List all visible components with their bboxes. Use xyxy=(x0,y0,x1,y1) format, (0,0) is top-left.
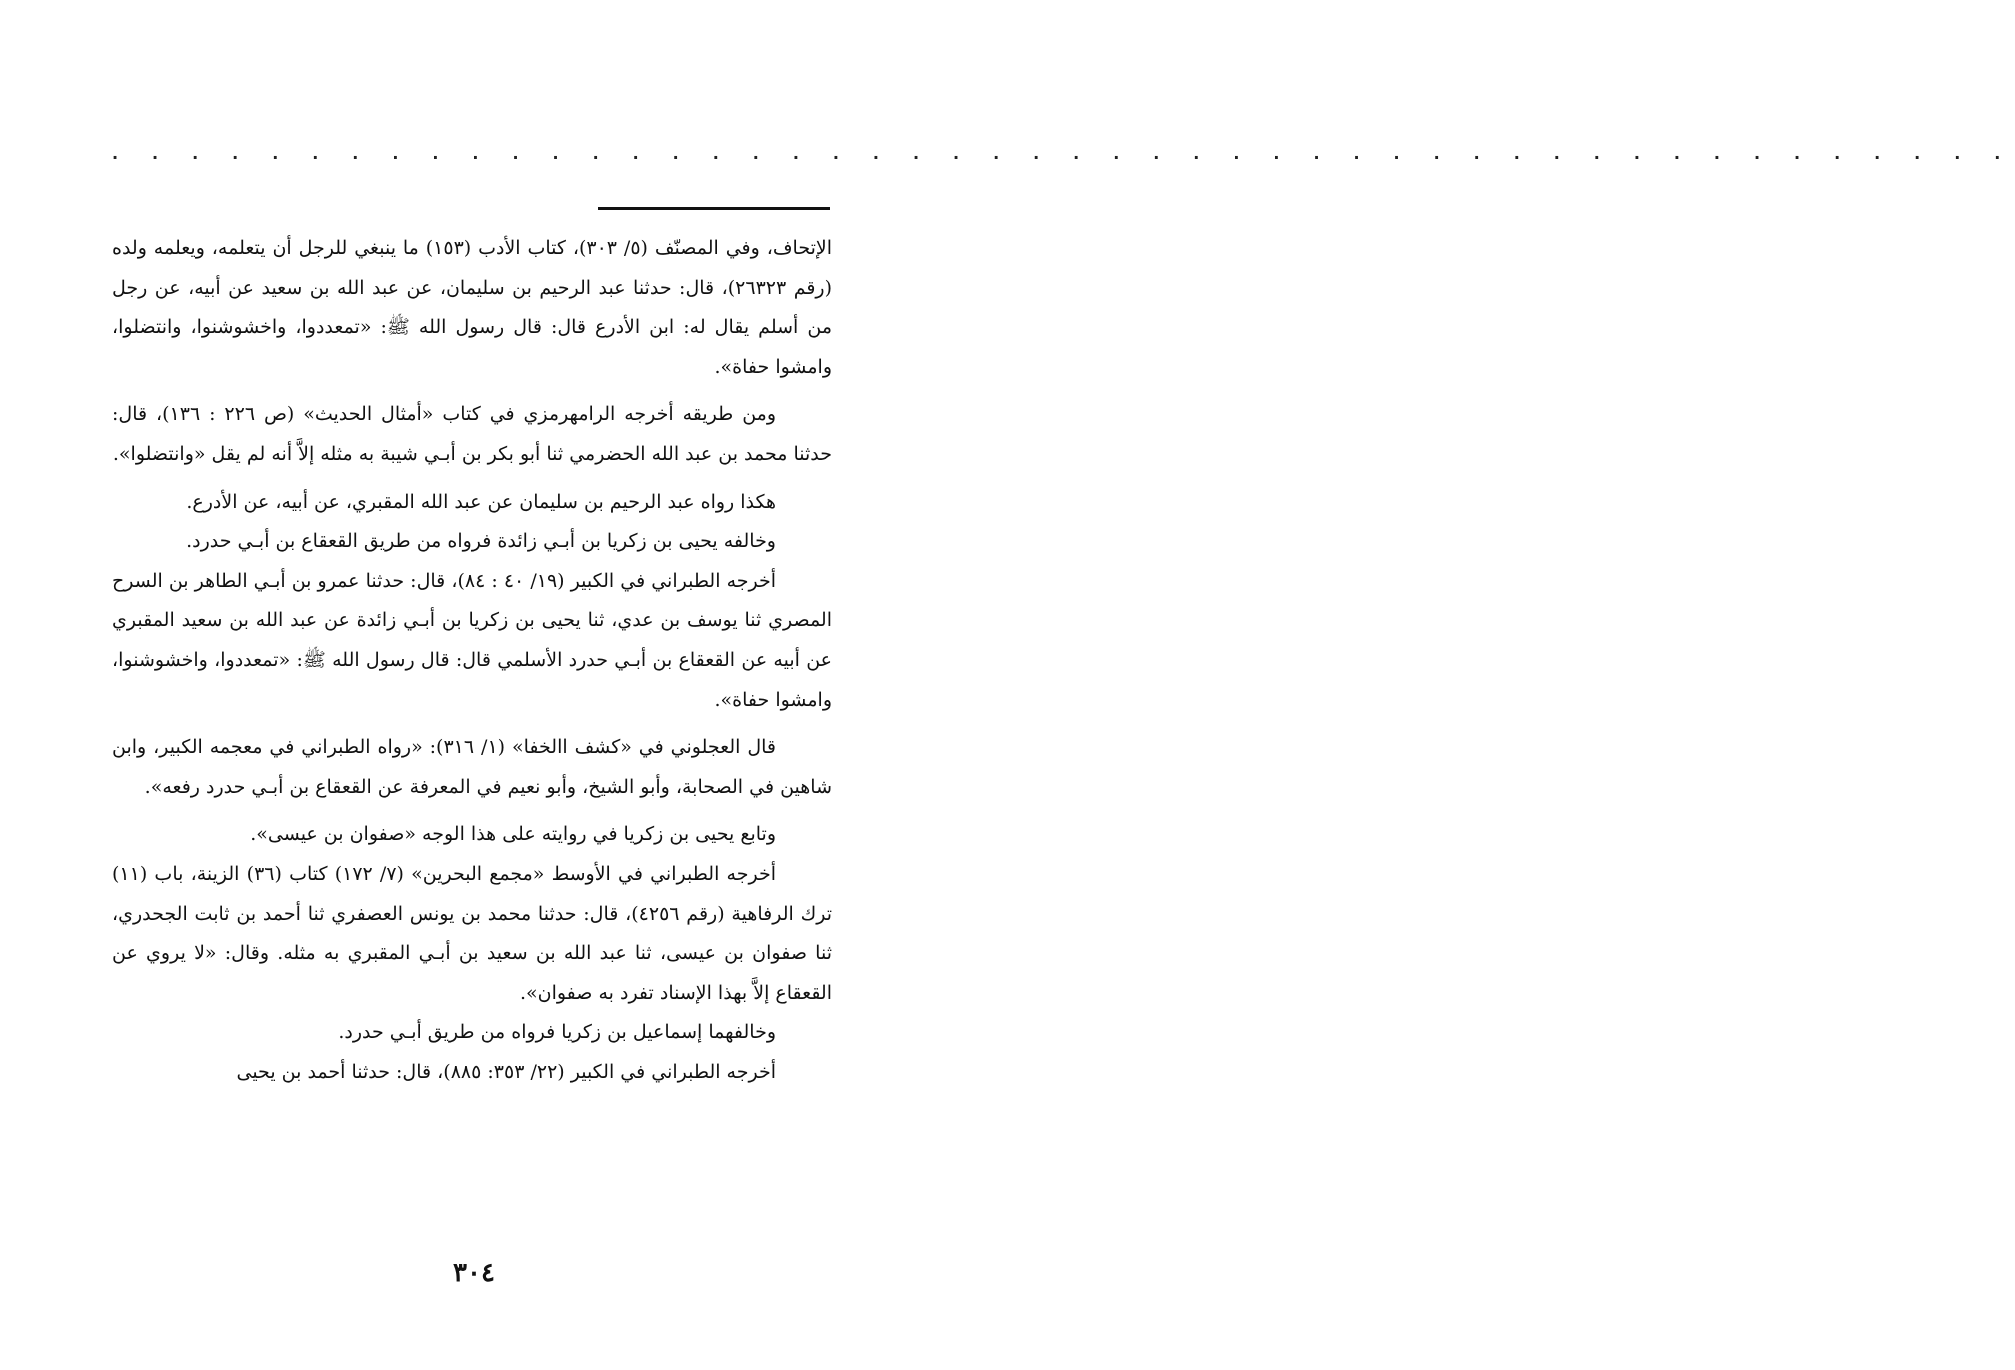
paragraph-yahya-dissent: وخالفه يحيى بن زكريا بن أبـي زائدة فرواه من طريق القعقاع بن أبـي حدرد. xyxy=(186,530,776,553)
paragraph-abdulrahim-narration: هكذا رواه عبد الرحيم بن سليمان عن عبد الله المقبري، عن أبيه، عن الأدرع. xyxy=(186,490,776,513)
paragraph-tabarani-kabir-2: أخرجه الطبراني في الكبير (٢٢/ ٣٥٣: ٨٨٥)، قال: حدثنا أحمد بن يحيى xyxy=(236,1060,776,1083)
dotted-separator: · · · · · · · · · · · · · · · · · · · · · · · · · · · · · · · · · · · · · · · · · · · · · · · · xyxy=(112,148,2015,167)
paragraph-ithaf: الإتحاف، وفي المصنّف (٥/ ٣٠٣)، كتاب الأدب (١٥٣) ما ينبغي للرجل أن يتعلمه، ويعلمه ولده (رقم ٢٦٣٢٣)، قال: حدثنا عبد الرحيم بن سليمان، عن عبد الله بن سعيد عن أبيه، عن رجل من أسلم يقال له: ابن الأدرع قال: قال رسول الله ﷺ: «تمعددوا، واخشوشنوا، وانتضلوا، وامشوا حفاة». xyxy=(112,237,833,378)
page-number: ٣٠٤ xyxy=(453,1258,495,1288)
footnote-rule xyxy=(598,207,830,210)
paragraph-ramahurmuzi: ومن طريقه أخرجه الرامهرمزي في كتاب «أمثال الحديث» (ص ٢٢٦ : ١٣٦)، قال: حدثنا محمد بن عبد الله الحضرمي ثنا أبو بكر بن أبـي شيبة به مثله إلاَّ أنه لم يقل «وانتضلوا». xyxy=(112,403,832,465)
paragraph-ismail-dissent: وخالفهما إسماعيل بن زكريا فرواه من طريق أبـي حدرد. xyxy=(338,1021,776,1044)
paragraph-tabarani-kabir: أخرجه الطبراني في الكبير (١٩/ ٤٠ : ٨٤)، قال: حدثنا عمرو بن أبـي الطاهر بن السرح المصري ثنا يوسف بن عدي، ثنا يحيى بن زكريا بن أبـي زائدة عن عبد الله بن سعيد المقبري عن أبيه عن القعقاع بن أبـي حدرد الأسلمي قال: قال رسول الله ﷺ: «تمعددوا، واخشوشنوا، وامشوا حفاة». xyxy=(112,569,832,711)
paragraph-safwan-follow: وتابع يحيى بن زكريا في روايته على هذا الوجه «صفوان بن عيسى». xyxy=(250,823,776,846)
paragraph-tabarani-awsat: أخرجه الطبراني في الأوسط «مجمع البحرين» (٧/ ١٧٢) كتاب (٣٦) الزينة، باب (١١) ترك الرفاهية (رقم ٤٢٥٦)، قال: حدثنا محمد بن يونس العصفري ثنا أحمد بن ثابت الجحدري، ثنا صفوان بن عيسى، ثنا عبد الله بن سعيد بن أبـي المقبري به مثله. وقال: «لا يروي عن القعقاع إلاَّ بهذا الإسناد تفرد به صفوان». xyxy=(112,862,832,1004)
page-body xyxy=(112,229,832,1229)
paragraph-ajluni: قال العجلوني في «كشف االخفا» (١/ ٣١٦): «رواه الطبراني في معجمه الكبير، وابن شاهين في الصحابة، وأبو الشيخ، وأبو نعيم في المعرفة عن القعقاع بن أبـي حدرد رفعه». xyxy=(112,736,832,798)
